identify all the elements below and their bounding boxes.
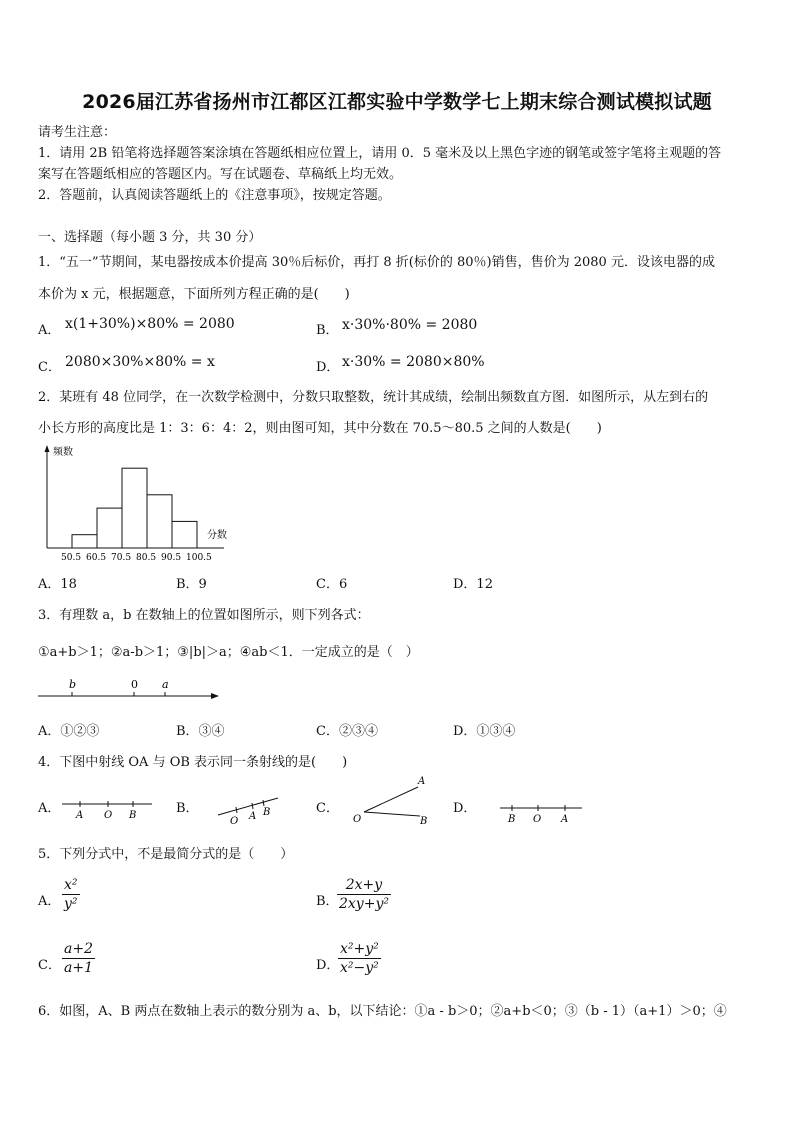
q4-figure-b [212, 794, 282, 826]
svg-text:A: A [249, 811, 257, 822]
histogram-bar-60.5-70.5 [97, 508, 122, 548]
x-tick-label: 90.5 [161, 553, 182, 563]
q5-option-c-fraction [62, 940, 95, 977]
q5-c-numerator: a+2 [64, 941, 93, 957]
q2-stem-line1: 2．某班有 48 位同学，在一次数学检测中，分数只取整数，统计其成绩，绘制出频数直方图．如图所示，从左到右的 [38, 390, 709, 405]
q1-stem-line2: 本价为 x 元，根据题意，下面所列方程正确的是( ) [38, 287, 350, 302]
q3-option-b: B．③④ [176, 724, 225, 739]
y-axis-arrow [45, 445, 50, 452]
q1-option-d-label: D． [316, 360, 340, 375]
q2-option-a: A．18 [38, 577, 77, 592]
svg-text:O: O [104, 810, 113, 821]
q5-stem: 5．下列分式中，不是最简分式的是（ ） [38, 847, 294, 862]
q5-a-denominator: y² [64, 896, 78, 912]
q1-option-a: x(1+30%)×80% = 2080 [65, 316, 235, 332]
x-tick-label: 50.5 [61, 553, 82, 563]
q5-option-a-fraction [62, 876, 80, 913]
x-tick-label: 70.5 [111, 553, 132, 563]
q4-option-d-label: D． [453, 801, 477, 816]
q1-option-b-label: B． [316, 323, 339, 338]
q5-option-d-label: D． [316, 958, 340, 973]
q3-stem-line2: ①a+b＞1；②a-b＞1；③|b|＞a；④ab＜1．一定成立的是（ ） [38, 645, 419, 660]
q3-option-a: A．①②③ [38, 724, 100, 739]
notice-item-2: 2．答题前，认真阅读答题纸上的《注意事项》，按规定答题。 [38, 188, 391, 203]
point-a-label: a [162, 678, 169, 691]
origin-label: 0 [131, 678, 138, 691]
histogram-bar-90.5-100.5 [172, 521, 197, 548]
q5-a-numerator: x² [62, 876, 80, 895]
q1-stem-line1: 1．“五一”节期间，某电器按成本价提高 30％后标价，再打 8 折(标价的 80％)销售，售价为 2080 元．设该电器的成 [38, 255, 715, 270]
q2-stem-line2: 小长方形的高度比是 1：3：6：4：2，则由图可知，其中分数在 70.5～80.5 之间的人数是( ) [38, 421, 602, 436]
svg-text:B: B [420, 816, 428, 827]
svg-text:O: O [353, 814, 362, 825]
q3-option-d: D．①③④ [453, 724, 516, 739]
svg-text:B: B [263, 807, 271, 818]
q4-option-c-label: C． [316, 801, 339, 816]
point-b-label: b [69, 678, 77, 691]
q5-option-c-label: C． [38, 958, 61, 973]
q1-option-d: x·30% = 2080×80% [342, 354, 485, 370]
svg-text:A: A [76, 810, 84, 821]
q3-number-line [36, 674, 222, 702]
svg-text:B: B [508, 814, 516, 825]
q4-figure-d [498, 800, 586, 826]
notice-heading: 请考生注意： [38, 125, 117, 140]
svg-text:O: O [533, 814, 542, 825]
q5-d-numerator: x²+y² [340, 941, 379, 957]
q5-c-denominator: a+1 [64, 960, 93, 976]
x-tick-label: 60.5 [86, 553, 107, 563]
q6-stem-line1: 6．如图，A、B 两点在数轴上表示的数分别为 a、b，以下结论：①a - b＞0；②a+b＜0；③（b - 1）（a+1）＞0；④ [38, 1004, 727, 1019]
q3-option-c: C．②③④ [316, 724, 378, 739]
q2-option-c: C．6 [316, 577, 348, 592]
svg-text:B: B [129, 810, 137, 821]
histogram-chart [36, 442, 236, 564]
svg-text:A: A [418, 776, 426, 787]
q5-d-denominator: x²−y² [340, 960, 379, 976]
q5-option-b-fraction [337, 876, 391, 913]
notice-item-1: 1．请用 2B 铅笔将选择题答案涂填在答题纸相应位置上，请用 0．5 毫米及以上黑色字迹的钢笔或签字笔将主观题的答 [38, 146, 722, 161]
svg-text:O: O [230, 816, 239, 826]
q4-option-b-label: B． [176, 801, 199, 816]
y-axis-label: 频数 [53, 447, 73, 458]
q5-option-d-fraction [338, 940, 381, 977]
histogram-bar-50.5-60.5 [72, 535, 97, 548]
q2-option-b: B．9 [176, 577, 207, 592]
q4-stem: 4．下图中射线 OA 与 OB 表示同一条射线的是( ) [38, 755, 348, 770]
q1-option-b: x·30%·80% = 2080 [342, 317, 478, 333]
q5-option-b-label: B． [316, 894, 339, 909]
q5-option-a-label: A． [38, 894, 61, 909]
histogram-bar-70.5-80.5 [122, 468, 147, 548]
q4-figure-c [348, 772, 432, 828]
q2-option-d: D．12 [453, 577, 493, 592]
histogram-bar-80.5-90.5 [147, 495, 172, 548]
x-axis-label: 分数 [207, 530, 227, 541]
notice-item-1-cont: 案写在答题纸相应的答题区内。写在试题卷、草稿纸上均无效。 [38, 167, 403, 182]
q5-b-denominator: 2xy+y² [339, 896, 389, 912]
number-line-arrow [211, 693, 219, 699]
page-title: 2026届江苏省扬州市江都区江都实验中学数学七上期末综合测试模拟试题 [82, 91, 712, 113]
q4-figure-a [60, 795, 156, 821]
q1-option-c: 2080×30%×80% = x [65, 354, 215, 370]
svg-text:A: A [561, 814, 569, 825]
q1-option-a-label: A． [38, 323, 61, 338]
q4-option-a-label: A． [38, 801, 61, 816]
q1-option-c-label: C． [38, 360, 61, 375]
x-tick-label: 80.5 [136, 553, 157, 563]
section-heading: 一、选择题（每小题 3 分，共 30 分） [38, 230, 262, 245]
q3-stem-line1: 3．有理数 a，b 在数轴上的位置如图所示，则下列各式： [38, 608, 370, 623]
q5-b-numerator: 2x+y [337, 876, 391, 895]
x-tick-label: 100.5 [186, 553, 212, 563]
